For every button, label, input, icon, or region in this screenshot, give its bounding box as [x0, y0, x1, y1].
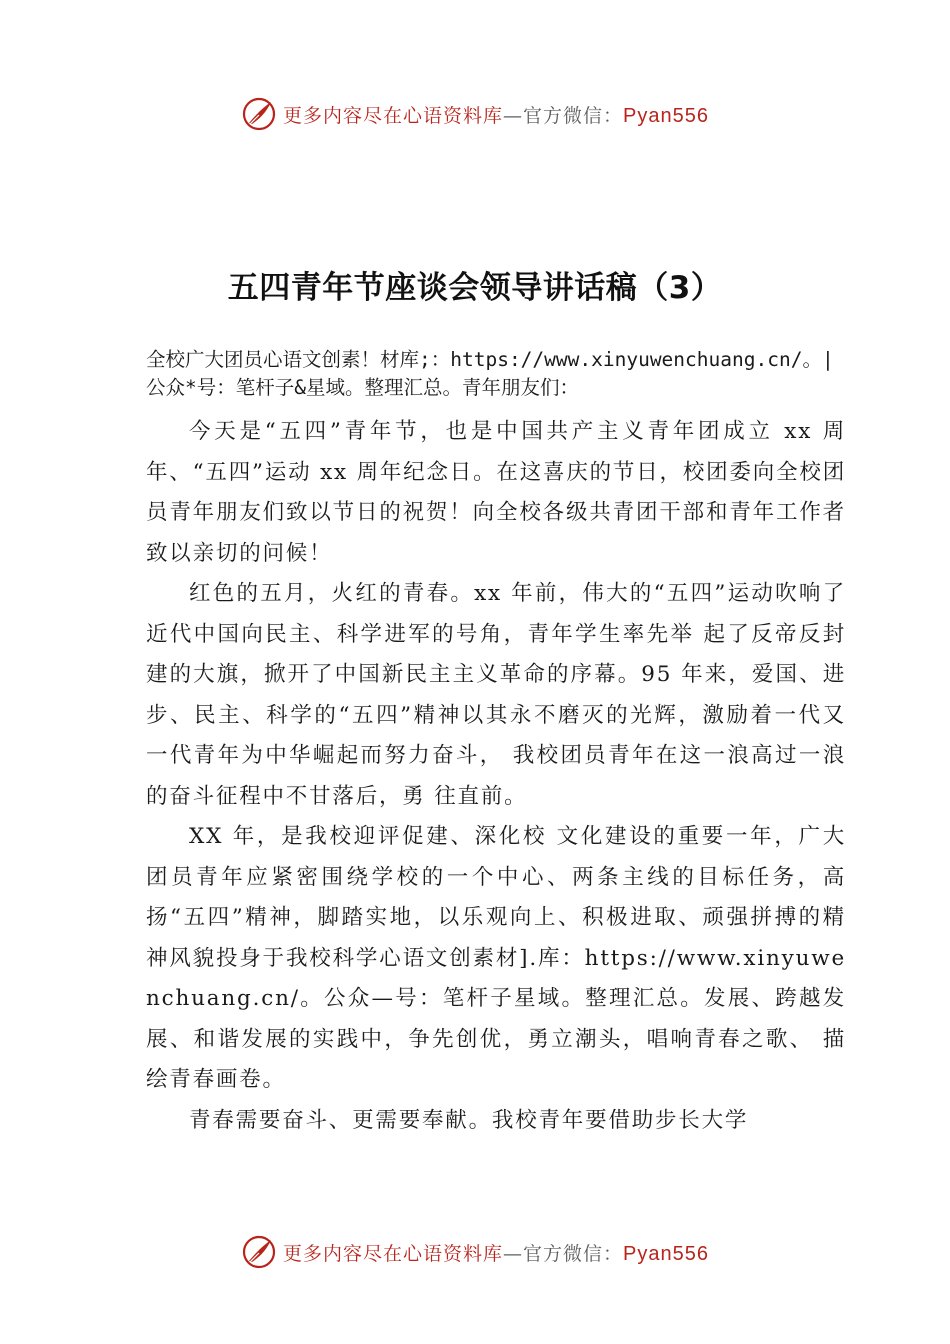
body-paragraph: 红色的五月，火红的青春。xx 年前，伟大的“五四”运动吹响了近代中国向民主、科学进军的号角，青年学生率先举 起了反帝反封建的大旗，掀开了中国新民主主义革命的序幕。95 年来，爱国、进步、民主、科学的“五四”精神以其永不磨灭的光辉，激励着一代又一代青年为中华崛起而努力奋斗， 我校团员青年在这一浪高过一浪的奋斗征程中不甘落后，勇 往直前。 — [146, 581, 846, 809]
body-paragraph: 今天是“五四”青年节，也是中国共产主义青年团成立 xx 周年、“五四”运动 xx 周年纪念日。在这喜庆的节日，校团委向全校团员青年朋友们致以节日的祝贺！向全校各级共青团干部和青年工作者致以亲切的问候！ — [146, 419, 846, 566]
quill-logo-icon — [241, 1234, 277, 1270]
header-banner — [0, 92, 950, 136]
header-banner-text — [283, 101, 709, 128]
header-official-label: —官方微信： — [503, 104, 624, 127]
header-wechat-id: Pyan556 — [623, 104, 709, 127]
header-promo-text: 更多内容尽在心语资料库 — [283, 104, 504, 127]
footer-promo-text: 更多内容尽在心语资料库 — [283, 1242, 504, 1265]
intro-paragraph: 全校广大团员心语文创素！材库;：https://www.xinyuwenchuang.cn/。|公众*号：笔杆子&星域。整理汇总。青年朋友们： — [146, 348, 834, 399]
footer-wechat-id: Pyan556 — [623, 1242, 709, 1265]
footer-banner — [0, 1230, 950, 1274]
body-paragraph: 青春需要奋斗、更需要奉献。我校青年要借助步长大学 — [189, 1107, 749, 1133]
document-title: 五四青年节座谈会领导讲话稿（3） — [227, 270, 723, 306]
document-body — [146, 346, 846, 1141]
quill-logo-icon — [241, 96, 277, 132]
footer-official-label: —官方微信： — [503, 1242, 624, 1265]
footer-banner-text — [283, 1239, 709, 1266]
body-paragraph: XX 年，是我校迎评促建、深化校 文化建设的重要一年，广大团员青年应紧密围绕学校的一个中心、两条主线的目标任务，高扬“五四”精神，脚踏实地，以乐观向上、积极进取、顽强拼搏的精神风貌投身于我校科学心语文创素材].库：https://www.xinyuwenchuang.cn/。公众—号：笔杆子星域。整理汇总。发展、跨越发展、和谐发展的实践中，争先创优，勇立潮头，唱响青春之歌、 描绘青春画卷。 — [146, 824, 846, 1092]
